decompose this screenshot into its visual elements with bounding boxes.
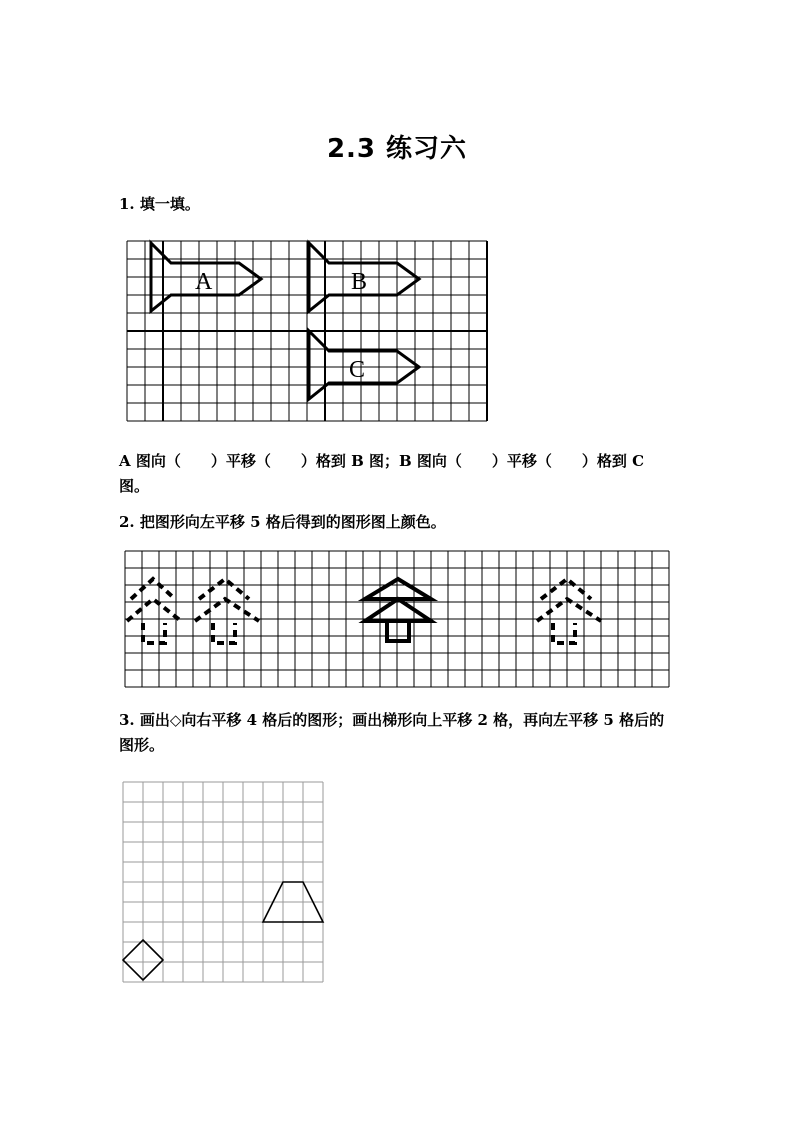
question-1-fill-text: A 图向（ ）平移（ ）格到 B 图；B 图向（ ）平移（ ）格到 C 图。 [119, 452, 645, 495]
label-c: C [349, 357, 366, 383]
question-1-grid-figure [127, 241, 489, 421]
dashed-tree-3 [537, 579, 601, 643]
grid-lines [127, 241, 487, 421]
question-2-grid-figure [125, 551, 675, 691]
dashed-tree-1 [127, 579, 181, 643]
label-b: B [351, 269, 368, 295]
question-2-heading: 2. 把图形向左平移 5 格后得到的图形图上颜色。 [119, 513, 446, 531]
question-3-heading: 3. 画出◇向右平移 4 格后的图形；画出梯形向上平移 2 格，再向左平移 5 格后的图形。 [119, 711, 665, 754]
question-3-grid-figure [123, 782, 323, 982]
page-title: 2.3 练习六 [326, 134, 468, 164]
question-1-heading: 1. 填一填。 [119, 195, 200, 213]
label-a: A [195, 269, 213, 295]
solid-tree [365, 579, 431, 641]
